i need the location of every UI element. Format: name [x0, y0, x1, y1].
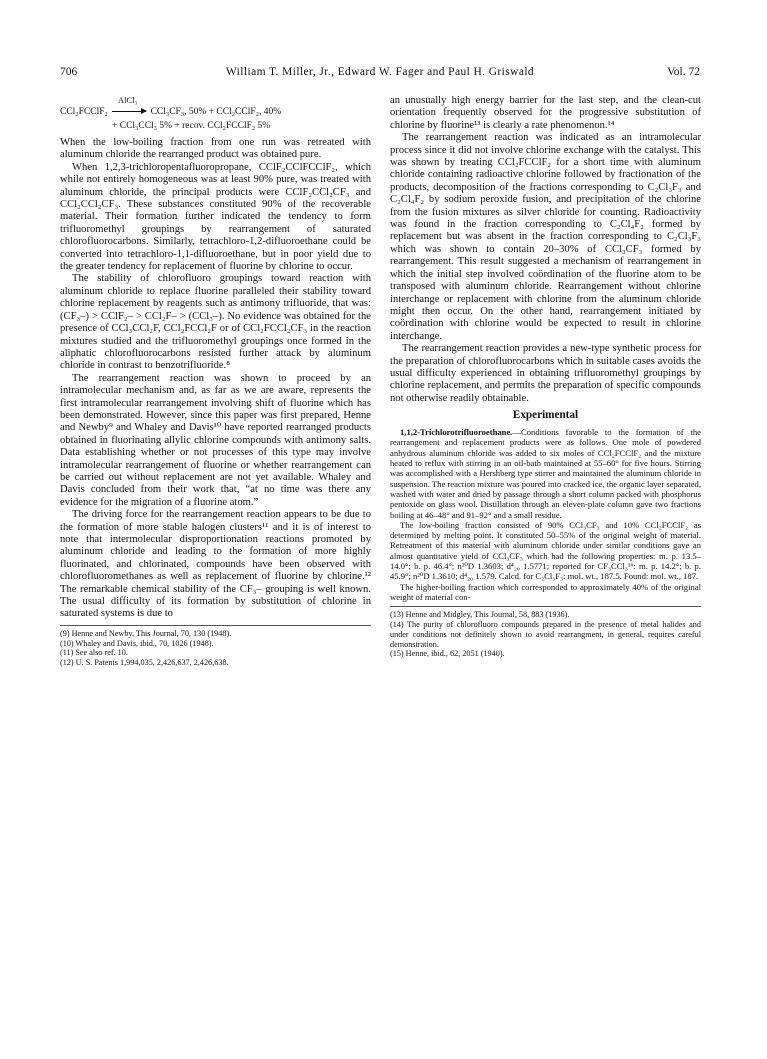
- experimental-text: —Conditions favorable to the formation of the rearrangement and replacement products were as follows. One mole of powdered anhydrous aluminum chloride was added to six moles of CCl₂FCClF₂ and the mixture heated to reflux with stirring in an oil-bath maintained at 55–60° for five hours. Stirring was accomplished with a Hershberg type stirrer and maintained the aluminum chloride in suspension. The reaction mixture was poured into cracked ice, the organic layer separated, washed with water and dried by passage through a short column packed with phosphorus pentoxide on glass wool. Distillation through an eleven-plate column gave two fractions boiling at 46–48° and 91–92° and a small residue.: [390, 427, 701, 520]
- reaction-equation: [60, 95, 371, 137]
- experimental-paragraph: The low-boiling fraction consisted of 90% CCl₃CF₃ and 10% CCl₂FCClF₂ as determined by melting point. It constituted 50–55% of the original weight of material. Retreatment of this material with aluminum chloride under similar conditions gave an almost quantitative yield of CCl₃CF₃ which had the following properties: m. p. 13.5–14.0°; b. p. 46.4°; n²⁰D 1.3603; d⁴₂₀ 1.5771; reported for CF₃CCl₃¹⁶: m. p. 14.2°; b. p. 45.9°; n²⁰D 1.3610; d⁴₂₀ 1.579. Calcd. for C₂Cl₃F₃: mol. wt., 187.5. Found: mol. wt., 187.: [390, 519, 701, 582]
- page-number: 706: [60, 66, 78, 78]
- footnote: (11) See also ref. 10.: [60, 648, 128, 658]
- equation-line-2: + CCl₃CCl₃ 5% + recov. CCl₂FCClF₂ 5%: [112, 121, 271, 131]
- left-paragraph: The stability of chlorofluoro groupings toward reaction with aluminum chloride to replace fluorine paralleled their stability toward chlorine replacement by reagents such as antimony trifluoride, that was: (CF₃–) > CClF₂– > CCl₂F– > (CCl₃–). No evidence was obtained for the presence of CCl₃CCl₂F, CCl₂FCCl₂F or of CCl₂FCCl₂CF₃ in the reaction mixtures studied and the trifluoromethyl groupings once formed in the aliphatic chlorofluorocarbons resisted further attack by aluminum chloride in contrast to benzotrifluoride.⁸: [60, 273, 371, 372]
- equation-catalyst: AlCl₃: [118, 95, 138, 105]
- footnote: (9) Henne and Newby, This Journal, 70, 130 (1948).: [60, 628, 232, 638]
- right-paragraph: The rearrangement reaction was indicated as an intramolecular process since it did not involve chlorine exchange with the catalyst. This was shown by treating CCl₂FCClF₂ for a short time with aluminum chloride containing radioactive chlorine followed by fractionation of the products, decomposition of the fractions corresponding to C₂Cl₃F₃ and C₂Cl₄F₂ by sodium peroxide fusion, and precipitation of the chlorine from the fusion mixtures as silver chloride for counting. Radioactivity was found in the fraction corresponding to C₂Cl₄F₂ formed by replacement but was absent in the fraction corresponding to C₂Cl₃F₃ which was shown to contain 20–30% of CCl₃CF₃ formed by rearrangement. This result suggested a mechanism of rearrangement in which the initial step involved coördination of the fluorine atom to be transposed with aluminum chloride. Rearrangement without chlorine interchange or replacement with chlorine from the aluminum chloride might then occur. On the other hand, rearrangement initiated by coördination with chlorine would be expected to result in chlorine interchange.: [390, 132, 701, 342]
- left-paragraph: When the low-boiling fraction from one run was retreated with aluminum chloride the rearranged product was obtained pure.: [60, 137, 371, 161]
- running-title: William T. Miller, Jr., Edward W. Fager and Paul H. Griswald: [225, 66, 535, 78]
- left-paragraph: When 1,2,3-trichloropentafluoropropane, CClF₂CClFCClF₂, which while not entirely homogeneous was at least 90% pure, was treated with aluminum chloride, the principal products were CClF₂CCl₂CF₃ and CCl₂CCl₂CF₃. These substances constituted 90% of the recoverable material. Their formation further indicated the tendency to form trifluoromethyl groupings by rearrangement of saturated chlorofluorocarbons. Similarly, tetrachloro-1,2-difluoroethane could be converted into tetrachloro-1,1-difluoroethane, but in poor yield due to the greater tendency for replacement of fluorine by chlorine to occur.: [60, 161, 371, 273]
- footnote: (13) Henne and Midgley, This Journal, 58, 883 (1936).: [390, 610, 570, 620]
- page-header: [60, 66, 700, 82]
- equation-reactant: CCl₂FCClF₂: [60, 107, 108, 117]
- section-heading: Experimental: [512, 409, 579, 422]
- footnote: (12) U. S. Patents 1,994,035, 2,426,637, 2,426,638.: [60, 658, 229, 668]
- footnote: (14) The purity of chlorofluoro compounds prepared in the presence of metal halides and under conditions not definitely shown to avoid rearrangment, in general, requires careful demonstration.: [390, 620, 701, 649]
- experimental-paragraph: [390, 427, 701, 520]
- volume-label: Vol. 72: [666, 66, 700, 78]
- experimental-paragraph: The higher-boiling fraction which corresponded to approximately 40% of the original weight of material con-: [390, 581, 701, 602]
- right-column: [390, 95, 701, 659]
- reaction-arrow-icon: [112, 111, 146, 112]
- experimental-title: 1,1,2-Trichlorotrifluoroethane.: [400, 427, 513, 438]
- footnote: (10) Whaley and Davis, ibid., 70, 1026 (1948).: [60, 638, 214, 648]
- footnote-divider: [60, 625, 371, 626]
- equation-products: CCl₃CF₃, 50% + CCl₂CClF₂, 40%: [150, 107, 282, 117]
- experimental-section: [390, 427, 701, 602]
- right-paragraph: an unusually high energy barrier for the last step, and the clean-cut orientation frequently observed for the progressive substitution of chlorine by fluorine¹³ is clearly a rate phenomenon.¹⁴: [390, 95, 701, 131]
- footnote: (15) Henne, ibid., 62, 2051 (1940).: [390, 649, 505, 659]
- footnote-divider: [390, 606, 701, 607]
- left-paragraph: The rearrangement reaction was shown to proceed by an intramolecular mechanism and, as far as we are aware, represents the first intramolecular rearrangement involving shift of fluorine which has been demonstrated. However, since this paper was first prepared, Henne and Newby⁹ and Whaley and Davis¹⁰ have reported rearranged products obtained in fluorinating allylic chlorine compounds with antimony salts. Data establishing whether or not processes of this type may involve intramolecular rearrangement of fluorine or whether rearrangement can be carried out without replacement are not yet available. Whaley and Davis concluded from their work that, “at no time was there any evidence for the migration of a fluorine atom.”: [60, 372, 371, 508]
- right-paragraph: The rearrangement reaction provides a new-type synthetic process for the preparation of chlorofluorocarbons which in suitable cases avoids the usual difficulty experienced in obtaining trifluoromethyl groupings by chlorine replacement, and permits the preparation of specific compounds not otherwise readily obtainable.: [390, 343, 701, 404]
- left-column: [60, 95, 371, 668]
- equation-line-1: [60, 107, 281, 118]
- left-paragraph: The driving force for the rearrangement reaction appears to be due to the formation of more stable halogen clusters¹¹ and it is of interest to note that intermolecular disproportionation reactions promoted by aluminum chloride and leading to the formation of more highly fluorinated, and chlorinated, compounds have been observed with chlorofluoromethanes as well as replacement of fluorine by chlorine.¹² The remarkable chemical stability of the CF₃– grouping is well known. The usual difficulty of its formation by substitution of chlorine in saturated systems is due to: [60, 509, 371, 620]
